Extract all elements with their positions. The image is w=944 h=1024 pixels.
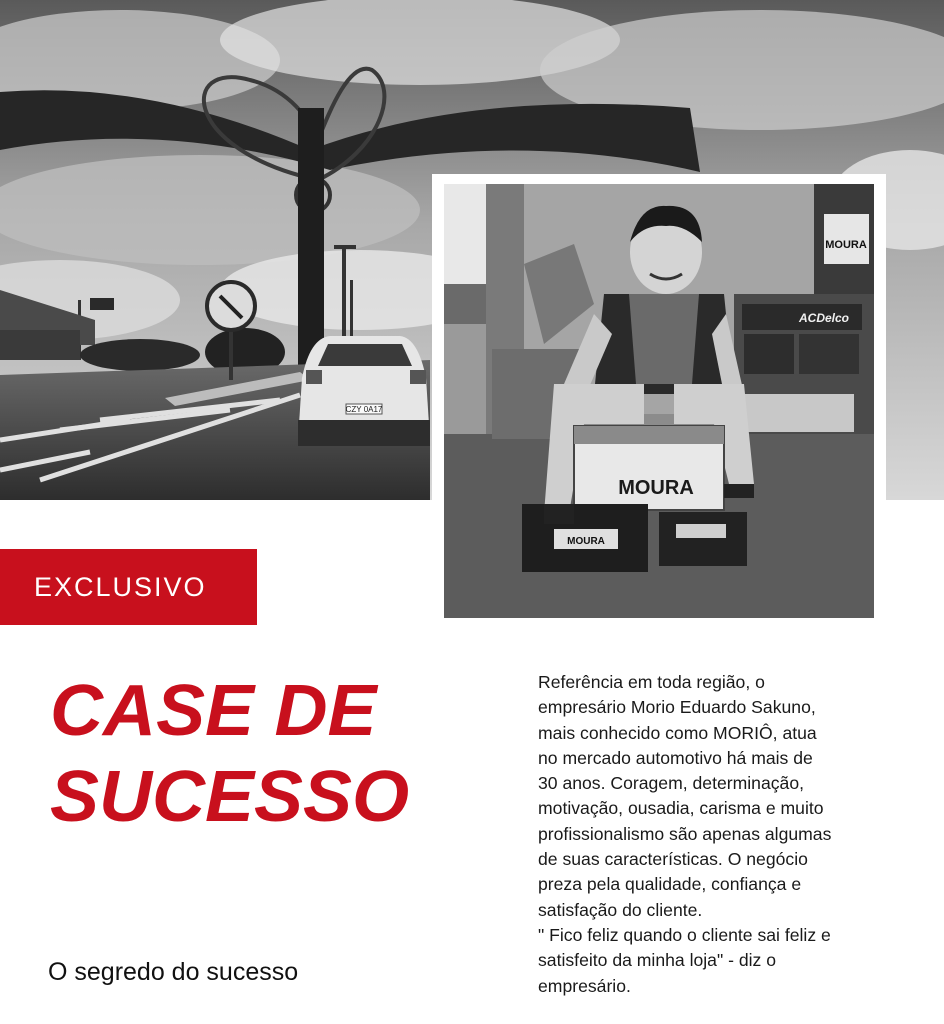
battery-label-text: MOURA [567,536,605,547]
body-line: motivação, ousadia, carisma e muito [538,798,824,819]
exclusive-badge [0,549,257,625]
body-line: satisfação do cliente. [538,899,703,920]
body-line: Referência em toda região, o [538,672,765,692]
article-body [538,670,908,999]
body-line: de suas características. O negócio [538,849,808,870]
headline-line-1: CASE DE [50,671,377,751]
shelf-brand-text: ACDelco [798,311,850,325]
body-line: 30 anos. Coragem, determinação, [538,773,805,794]
body-line: profissionalismo são apenas algumas [538,823,832,844]
subheading: O segredo do sucesso [48,958,299,986]
exclusive-badge-label: EXCLUSIVO [34,571,207,602]
license-plate: CZY 0A17 [345,405,383,414]
battery-brand-text: MOURA [618,477,694,499]
body-line: no mercado automotivo há mais de [538,747,813,768]
portrait-photo [444,184,874,618]
headline [50,668,478,840]
portrait-frame [432,174,886,628]
headline-line-2: SUCESSO [50,757,410,837]
banner-brand-text: MOURA [825,239,867,251]
body-line: " Fico feliz quando o cliente sai feliz e [538,924,831,945]
body-line: empresário. [538,975,631,996]
body-line: preza pela qualidade, confiança e [538,874,802,895]
body-line: empresário Morio Eduardo Sakuno, [538,697,816,718]
body-line: satisfeito da minha loja" - diz o [538,950,777,971]
body-line: mais conhecido como MORIÔ, atua [538,722,817,743]
